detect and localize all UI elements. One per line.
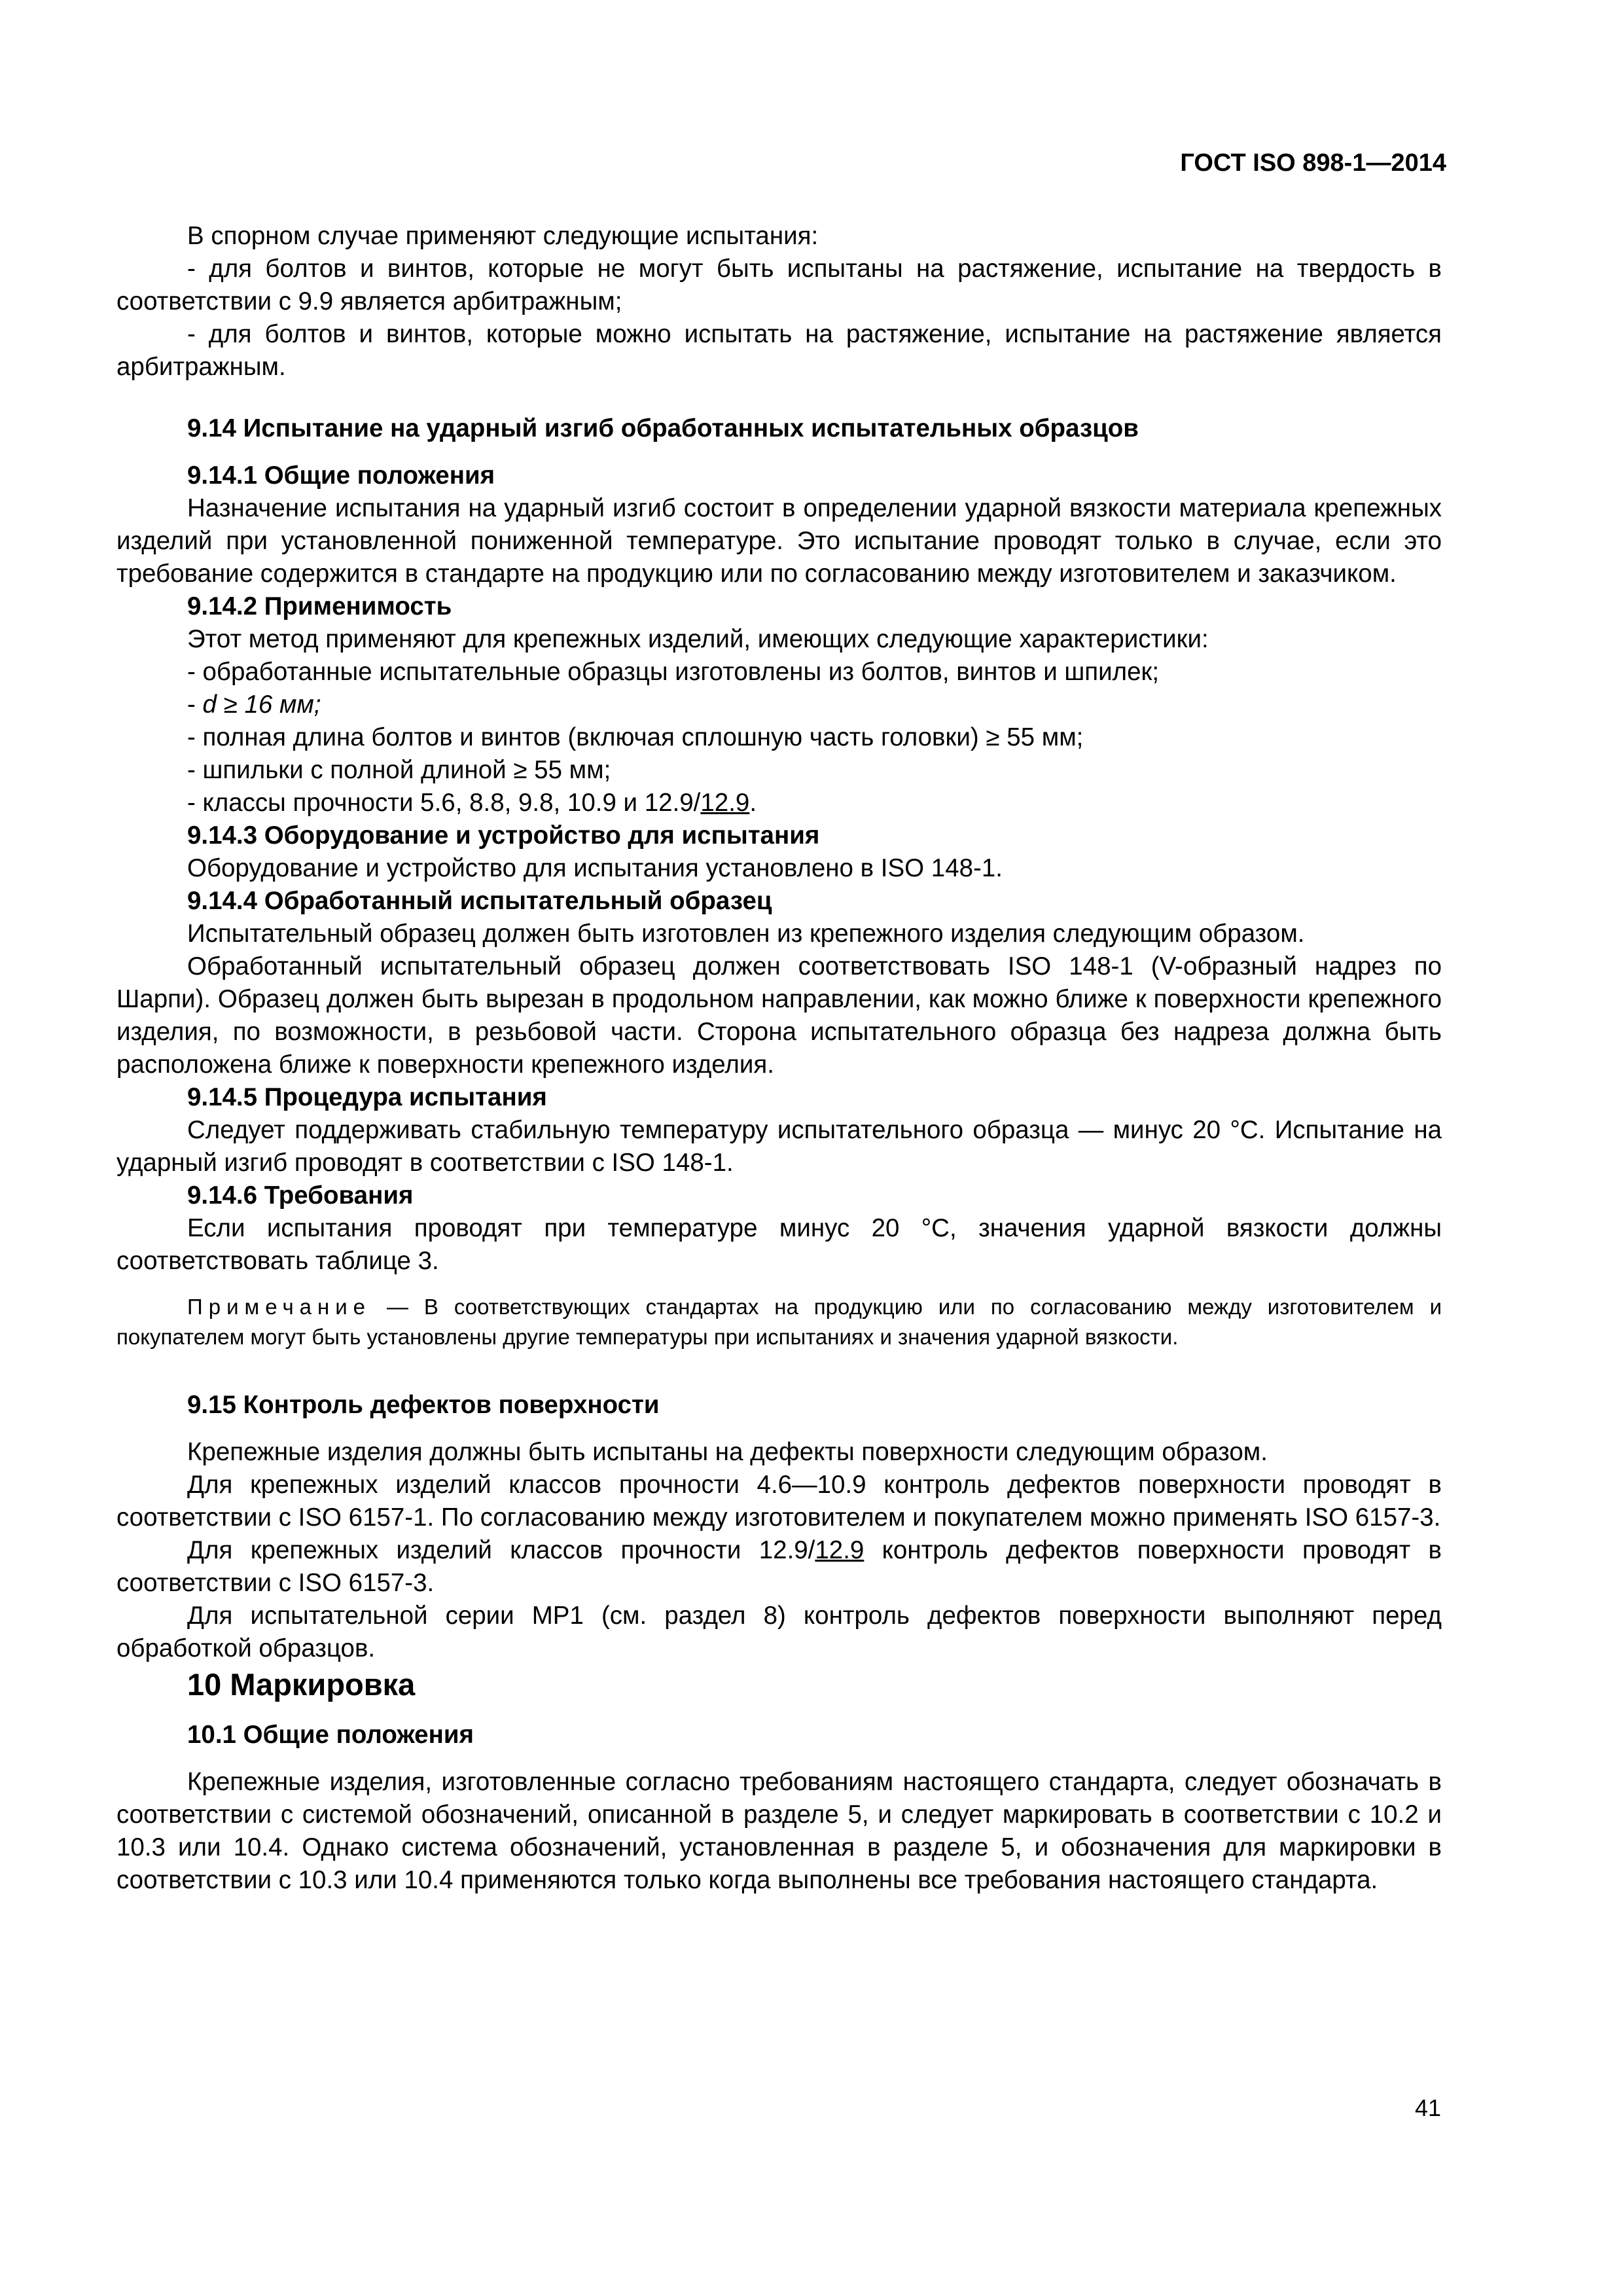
paragraph: Если испытания проводят при температуре минус 20 °С, значения ударной вязкости должны соответствовать таблице 3. <box>116 1214 1442 1275</box>
subsection-heading-9-14-6: 9.14.6 Требования <box>187 1181 414 1210</box>
list-item-dash: - <box>187 691 203 719</box>
section-heading-10: 10 Маркировка <box>187 1667 416 1702</box>
note-text: — В соответствующих стандартах на продукцию или по согласованию между изготовителем и покупателем могут быть установлены другие температуры при испытаниях и значения ударной вязкости. <box>116 1295 1442 1349</box>
list-item: - шпильки с полной длиной ≥ 55 мм; <box>187 756 611 784</box>
page-content <box>116 220 1442 1897</box>
section-heading-9-14: 9.14 Испытание на ударный изгиб обработанных испытательных образцов <box>187 414 1139 442</box>
paragraph: Для крепежных изделий классов прочности 4.6—10.9 контроль дефектов поверхности проводят в соответствии с ISO 6157-1. По согласованию между изготовителем и покупателем можно применять ISO 6157-3. <box>116 1471 1442 1532</box>
paragraph: Крепежные изделия, изготовленные согласно требованиям настоящего стандарта, следует обозначать в соответствии с системой обозначений, описанной в разделе 5, и следует маркировать в соответствии с 10.2 и 10.3 или 10.4. Однако система обозначений, установленная в разделе 5, и обозначения для маркировки в соответствии с 10.3 или 10.4 применяются только когда выполнены все требования настоящего стандарта. <box>116 1768 1442 1894</box>
subsection-heading-9-14-5: 9.14.5 Процедура испытания <box>187 1083 547 1111</box>
paragraph: Оборудование и устройство для испытания установлено в ISO 148-1. <box>187 854 1003 882</box>
subsection-heading-9-14-4: 9.14.4 Обработанный испытательный образец <box>187 887 772 915</box>
reference-link[interactable]: 12.9 <box>815 1536 865 1564</box>
intro-paragraph: - для болтов и винтов, которые можно испытать на растяжение, испытание на растяжение является арбитражным. <box>116 320 1442 381</box>
paragraph: Испытательный образец должен быть изготовлен из крепежного изделия следующим образом. <box>187 920 1305 948</box>
paragraph: Обработанный испытательный образец должен соответствовать ISO 148-1 (V-образный надрез по Шарпи). Образец должен быть вырезан в продольном направлении, как можно ближе к поверхности крепежного изделия, по возможности, в резьбовой части. Сторона испытательного образца без надреза должна быть расположена ближе к поверхности крепежного изделия. <box>116 952 1442 1079</box>
intro-paragraph: В спорном случае применяют следующие испытания: <box>187 222 819 250</box>
list-item <box>116 689 1442 721</box>
list-item-text: d ≥ 16 мм; <box>202 691 321 719</box>
subsection-heading-9-14-2: 9.14.2 Применимость <box>187 592 452 620</box>
list-item <box>116 787 1442 819</box>
paragraph: Крепежные изделия должны быть испытаны на дефекты поверхности следующим образом. <box>187 1438 1268 1466</box>
list-item-end: . <box>749 789 757 817</box>
note-label: Примечание <box>187 1295 372 1319</box>
note-paragraph <box>116 1292 1442 1352</box>
intro-paragraph: - для болтов и винтов, которые не могут быть испытаны на растяжение, испытание на твердость в соответствии с 9.9 является арбитражным; <box>116 255 1442 315</box>
reference-link[interactable]: 12.9 <box>700 789 750 817</box>
document-code-header: ГОСТ ISO 898-1—2014 <box>1180 149 1446 177</box>
list-item: - полная длина болтов и винтов (включая сплошную часть головки) ≥ 55 мм; <box>187 723 1084 751</box>
paragraph: Назначение испытания на ударный изгиб состоит в определении ударной вязкости материала крепежных изделий при установленной пониженной температуре. Это испытание проводят только в случае, если это требование содержится в стандарте на продукцию или по согласованию между изготовителем и заказчиком. <box>116 494 1442 588</box>
paragraph <box>116 1534 1442 1600</box>
subsection-heading-9-14-1: 9.14.1 Общие положения <box>187 461 495 490</box>
paragraph-text: контроль дефектов поверхности проводят в соответствии с ISO 6157-3. <box>116 1536 1442 1597</box>
paragraph: Следует поддерживать стабильную температуру испытательного образца — минус 20 °С. Испытание на ударный изгиб проводят в соответствии с ISO 148-1. <box>116 1116 1442 1177</box>
subsection-heading-9-14-3: 9.14.3 Оборудование и устройство для испытания <box>187 821 820 850</box>
section-heading-9-15: 9.15 Контроль дефектов поверхности <box>187 1391 660 1419</box>
list-item: - обработанные испытательные образцы изготовлены из болтов, винтов и шпилек; <box>187 658 1160 686</box>
subsection-heading-10-1: 10.1 Общие положения <box>187 1721 474 1749</box>
paragraph: Для испытательной серии MP1 (см. раздел 8) контроль дефектов поверхности выполняют перед обработкой образцов. <box>116 1602 1442 1662</box>
paragraph-text: Для крепежных изделий классов прочности 12.9/ <box>187 1536 815 1564</box>
paragraph: Этот метод применяют для крепежных изделий, имеющих следующие характеристики: <box>187 625 1209 653</box>
page-number: 41 <box>1414 2094 1441 2121</box>
list-item-text: - классы прочности 5.6, 8.8, 9.8, 10.9 и 12.9/ <box>187 789 701 817</box>
